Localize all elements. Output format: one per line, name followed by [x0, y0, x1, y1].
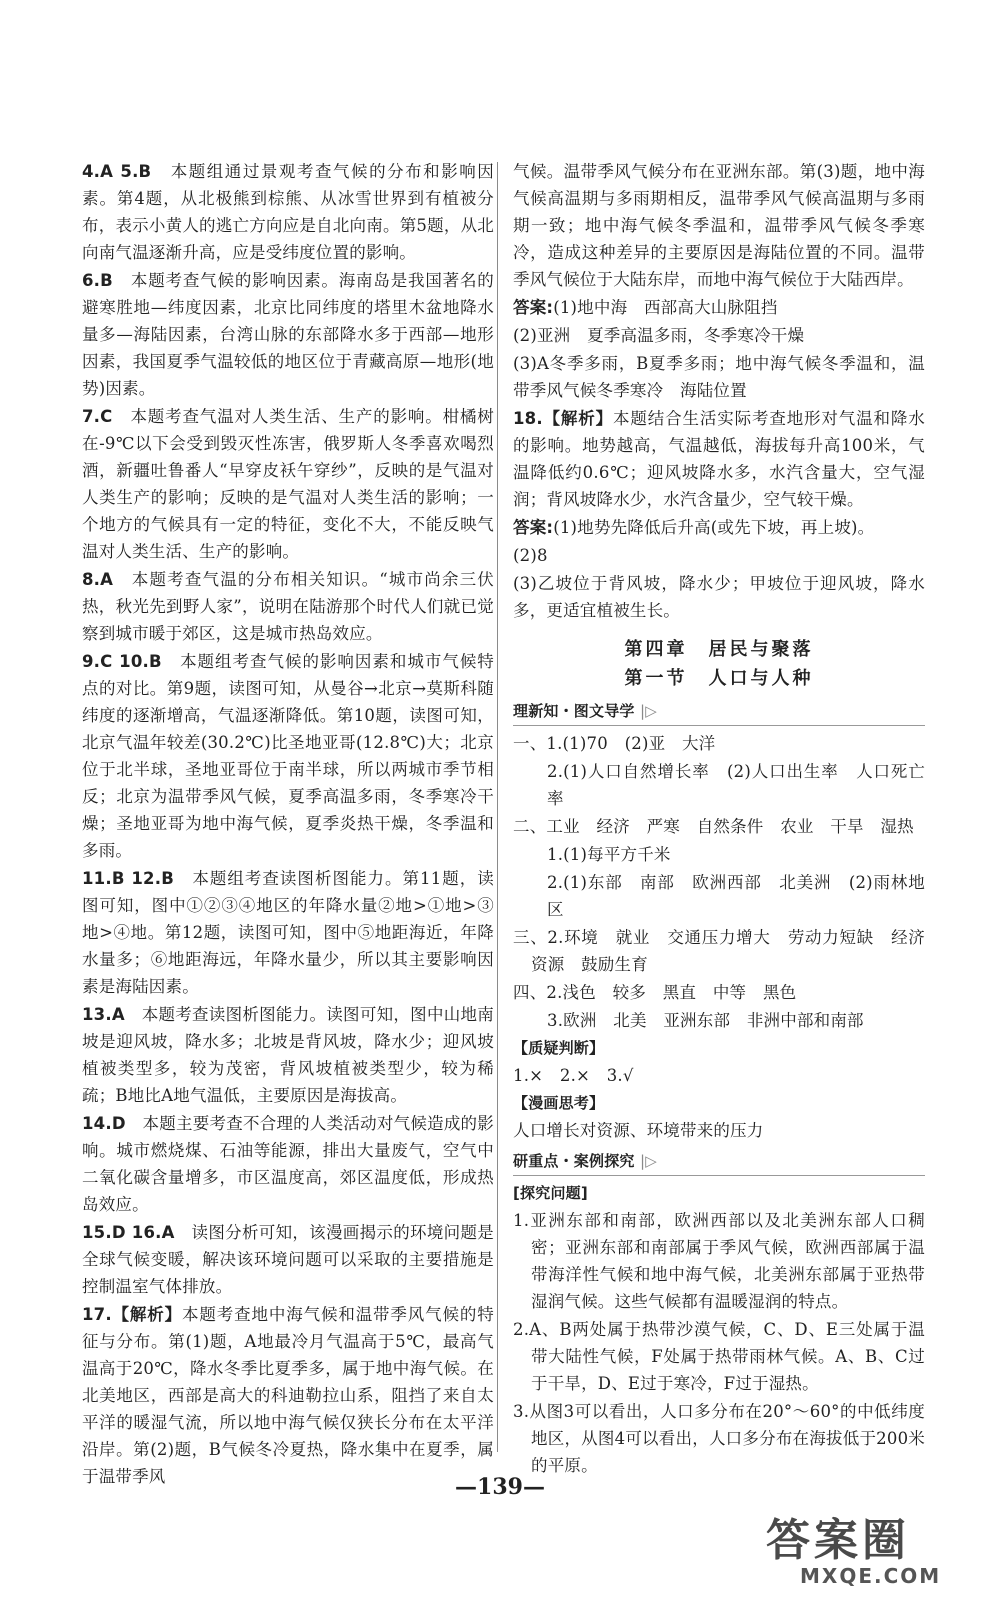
- answer-17-part-1: (1)地中海 西部高大山脉阻挡: [553, 298, 778, 317]
- answer-lead: 11.B 12.B: [82, 869, 174, 888]
- answer-9-10: [82, 648, 494, 864]
- watermark-title: 答案圈: [766, 1515, 910, 1566]
- cartoon-answer: 人口增长对资源、环境带来的压力: [513, 1121, 764, 1140]
- answer-7: [82, 403, 494, 565]
- double-arrow-icon: |▷: [640, 702, 658, 720]
- chapter-title: 第四章 居民与聚落: [624, 639, 814, 660]
- answer-lead: 7.C: [82, 407, 113, 426]
- double-arrow-icon: |▷: [640, 1152, 658, 1170]
- section-title: 第一节 人口与人种: [624, 668, 814, 689]
- answer-14: [82, 1110, 494, 1218]
- answer-text: 本题组考查读图析图能力。第11题，读图可知，图中①②③④地区的年降水量②地>①地>③地>④地。第12题，读图可知，图中⑤地距海近，年降水量多；⑥地距海远，年降水量少，所以其主要影响因素是海陆因素。: [82, 869, 495, 996]
- fill-line-7: 四、2.浅色 较多 黑直 中等 黑色: [513, 983, 797, 1002]
- answer-lead: 14.D: [82, 1114, 126, 1133]
- answer-17: [82, 1301, 494, 1490]
- answer-text: 本题组考查气候的影响因素和城市气候特点的对比。第9题，读图可知，从曼谷→北京→莫斯科随纬度的逐渐增高，气温逐渐降低。第10题，读图可知，北京气温年较差(30.2℃)比圣地亚哥(12.8℃)大；北京位于北半球，圣地亚哥位于南半球，所以两城市季节相反；北京为温带季风气候，夏季高温多雨，冬季寒冷干燥；圣地亚哥为地中海气候，夏季炎热干燥，冬季温和多雨。: [82, 652, 494, 860]
- answer-text: 读图分析可知，该漫画揭示的环境问题是全球气候变暖，解决该环境问题可以采取的主要措施是控制温室气体排放。: [82, 1223, 494, 1296]
- answer-label: 答案:: [513, 518, 554, 537]
- watermark-logo: [766, 1502, 976, 1592]
- answer-18-part-3: (3)乙坡位于背风坡，降水少；甲坡位于迎风坡，降水多，更适宜植被生长。: [513, 574, 925, 620]
- answer-text: 本题组通过景观考查气候的分布和影响因素。第4题，从北极熊到棕熊、从冰雪世界到有植被分布，表示小黄人的逃亡方向应是自北向南。第5题，从北向南气温逐渐升高，应是受纬度位置的影响。: [82, 162, 494, 262]
- answer-text: 本题考查地中海气候和温带季风气候的特征与分布。第(1)题，A地最冷月气温高于5℃，最高气温高于20℃，降水冬季比夏季多，属于地中海气候。在北美地区，西部是高大的科迪勒拉山系，阻挡了来自太平洋的暖湿气流，所以地中海气候仅狭长分布在太平洋沿岸。第(2)题，B气候冬冷夏热，降水集中在夏季，属于温带季风: [82, 1305, 494, 1486]
- answer-lead: 15.D 16.A: [82, 1223, 175, 1242]
- answer-17-key: [513, 294, 925, 321]
- answer-text: 本题结合生活实际考查地形对气温和降水的影响。地势越高，气温越低，海拔每升高100米，气温降低约0.6℃；迎风坡降水多，水汽含量大，空气湿润；背风坡降水少，水汽含量少，空气较干燥。: [513, 409, 925, 509]
- answer-6: [82, 267, 494, 402]
- band-label: 理新知・图文导学: [513, 702, 635, 720]
- answer-17-part-2: (2)亚洲 夏季高温多雨，冬季寒冷干燥: [513, 326, 805, 345]
- answer-17-part-3: (3)A冬季多雨，B夏季多雨；地中海气候冬季温和，温带季风气候冬季寒冷 海陆位置: [513, 354, 925, 400]
- answer-13: [82, 1001, 494, 1109]
- answer-lead: 8.A: [82, 570, 114, 589]
- answer-8: [82, 566, 494, 647]
- watermark-url: MXQE.COM: [800, 1564, 942, 1588]
- band-label: 研重点・案例探究: [513, 1152, 635, 1170]
- answer-17-continued: 气候。温带季风气候分布在亚洲东部。第(3)题，地中海气候高温期与多雨期相反，温带季风气候高温期与多雨期一致；地中海气候冬季温和，温带季风气候冬季寒冷，造成这种差异的主要原因是海陆位置的不同。温带季风气候位于大陆东岸，而地中海气候位于大陆西岸。: [513, 162, 925, 289]
- fill-line-4: 1.(1)每平方千米: [547, 845, 671, 864]
- explore-answer-1: 1.亚洲东部和南部，欧洲西部以及北美洲东部人口稠密；亚洲东部和南部属于季风气候，欧洲西部属于温带海洋性气候和地中海气候，北美洲东部属于亚热带湿润气候。这些气候都有温暖湿润的特点。: [513, 1211, 925, 1311]
- answer-text: 本题考查气温的分布相关知识。“城市尚余三伏热，秋光先到野人家”，说明在陆游那个时代人们就已觉察到城市暖于郊区，这是城市热岛效应。: [82, 570, 495, 643]
- page-number: —139—: [455, 1474, 545, 1500]
- tag-cartoon: 【漫画思考】: [513, 1094, 605, 1112]
- answer-lead: 18.【解析】: [513, 409, 613, 428]
- fill-line-5: 2.(1)东部 南部 欧洲西部 北美洲 (2)雨林地区: [547, 873, 925, 919]
- fill-line-8: 3.欧洲 北美 亚洲东部 非洲中部和南部: [547, 1011, 864, 1030]
- section-band-new-knowledge: [513, 698, 925, 726]
- answer-18-key: [513, 514, 925, 541]
- tag-judgement: 【质疑判断】: [513, 1039, 605, 1057]
- explore-answer-2: 2.A、B两处属于热带沙漠气候，C、D、E三处属于温带大陆性气候，F处属于热带雨林气候。A、B、C过于干旱，D、E过于寒冷，F过于湿热。: [513, 1320, 925, 1393]
- answer-lead: 6.B: [82, 271, 113, 290]
- fill-line-1: 一、1.(1)70 (2)亚 大洋: [513, 734, 716, 753]
- answer-lead: 4.A 5.B: [82, 162, 152, 181]
- answer-18-part-2: (2)8: [513, 546, 548, 565]
- judgement-answers: 1.× 2.× 3.√: [513, 1066, 634, 1085]
- answer-18-part-1: (1)地势先降低后升高(或先下坡，再上坡)。: [553, 518, 875, 537]
- answer-15-16: [82, 1219, 494, 1300]
- answer-18: [513, 405, 925, 513]
- column-divider: [497, 162, 498, 1452]
- answer-4-5: [82, 158, 494, 266]
- answer-label: 答案:: [513, 298, 554, 317]
- tag-explore: [探究问题]: [513, 1184, 588, 1202]
- fill-line-2: 2.(1)人口自然增长率 (2)人口出生率 人口死亡率: [547, 762, 925, 808]
- answer-lead: 13.A: [82, 1005, 125, 1024]
- answer-text: 本题考查读图析图能力。读图可知，图中山地南坡是迎风坡，降水多；北坡是背风坡，降水少；迎风坡植被类型多，较为茂密，背风坡植被类型少，较为稀疏；B地比A地气温低，主要原因是海拔高。: [82, 1005, 495, 1105]
- left-column: [82, 158, 494, 1491]
- right-column: [513, 158, 942, 1480]
- explore-answer-3: 3.从图3可以看出，人口多分布在20°～60°的中低纬度地区，从图4可以看出，人口多分布在海拔低于200米的平原。: [513, 1402, 925, 1475]
- answer-text: 本题主要考查不合理的人类活动对气候造成的影响。城市燃烧煤、石油等能源，排出大量废气，空气中二氧化碳含量增多，市区温度高，郊区温度低，形成热岛效应。: [82, 1114, 494, 1214]
- fill-line-3: 二、工业 经济 严寒 自然条件 农业 干旱 湿热: [513, 817, 914, 836]
- fill-line-6: 三、2.环境 就业 交通压力增大 劳动力短缺 经济 资源 鼓励生育: [513, 928, 942, 974]
- answer-text: 本题考查气温对人类生活、生产的影响。柑橘树在-9℃以下会受到毁灭性冻害，俄罗斯人冬季喜欢喝烈酒，新疆吐鲁番人“早穿皮袄午穿纱”，反映的是气温对人类生产的影响；反映的是气温对人类生活的影响；一个地方的气候具有一定的特征，变化不大，不能反映气温对人类生活、生产的影响。: [82, 407, 494, 561]
- answer-lead: 17.【解析】: [82, 1305, 182, 1324]
- answer-text: 本题考查气候的影响因素。海南岛是我国著名的避寒胜地—纬度因素，北京比同纬度的塔里木盆地降水量多—海陆因素，台湾山脉的东部降水多于西部—地形因素，我国夏季气温较低的地区位于青藏高原—地形(地势)因素。: [82, 271, 495, 398]
- answer-11-12: [82, 865, 494, 1000]
- section-band-key-points: [513, 1148, 925, 1176]
- answer-lead: 9.C 10.B: [82, 652, 162, 671]
